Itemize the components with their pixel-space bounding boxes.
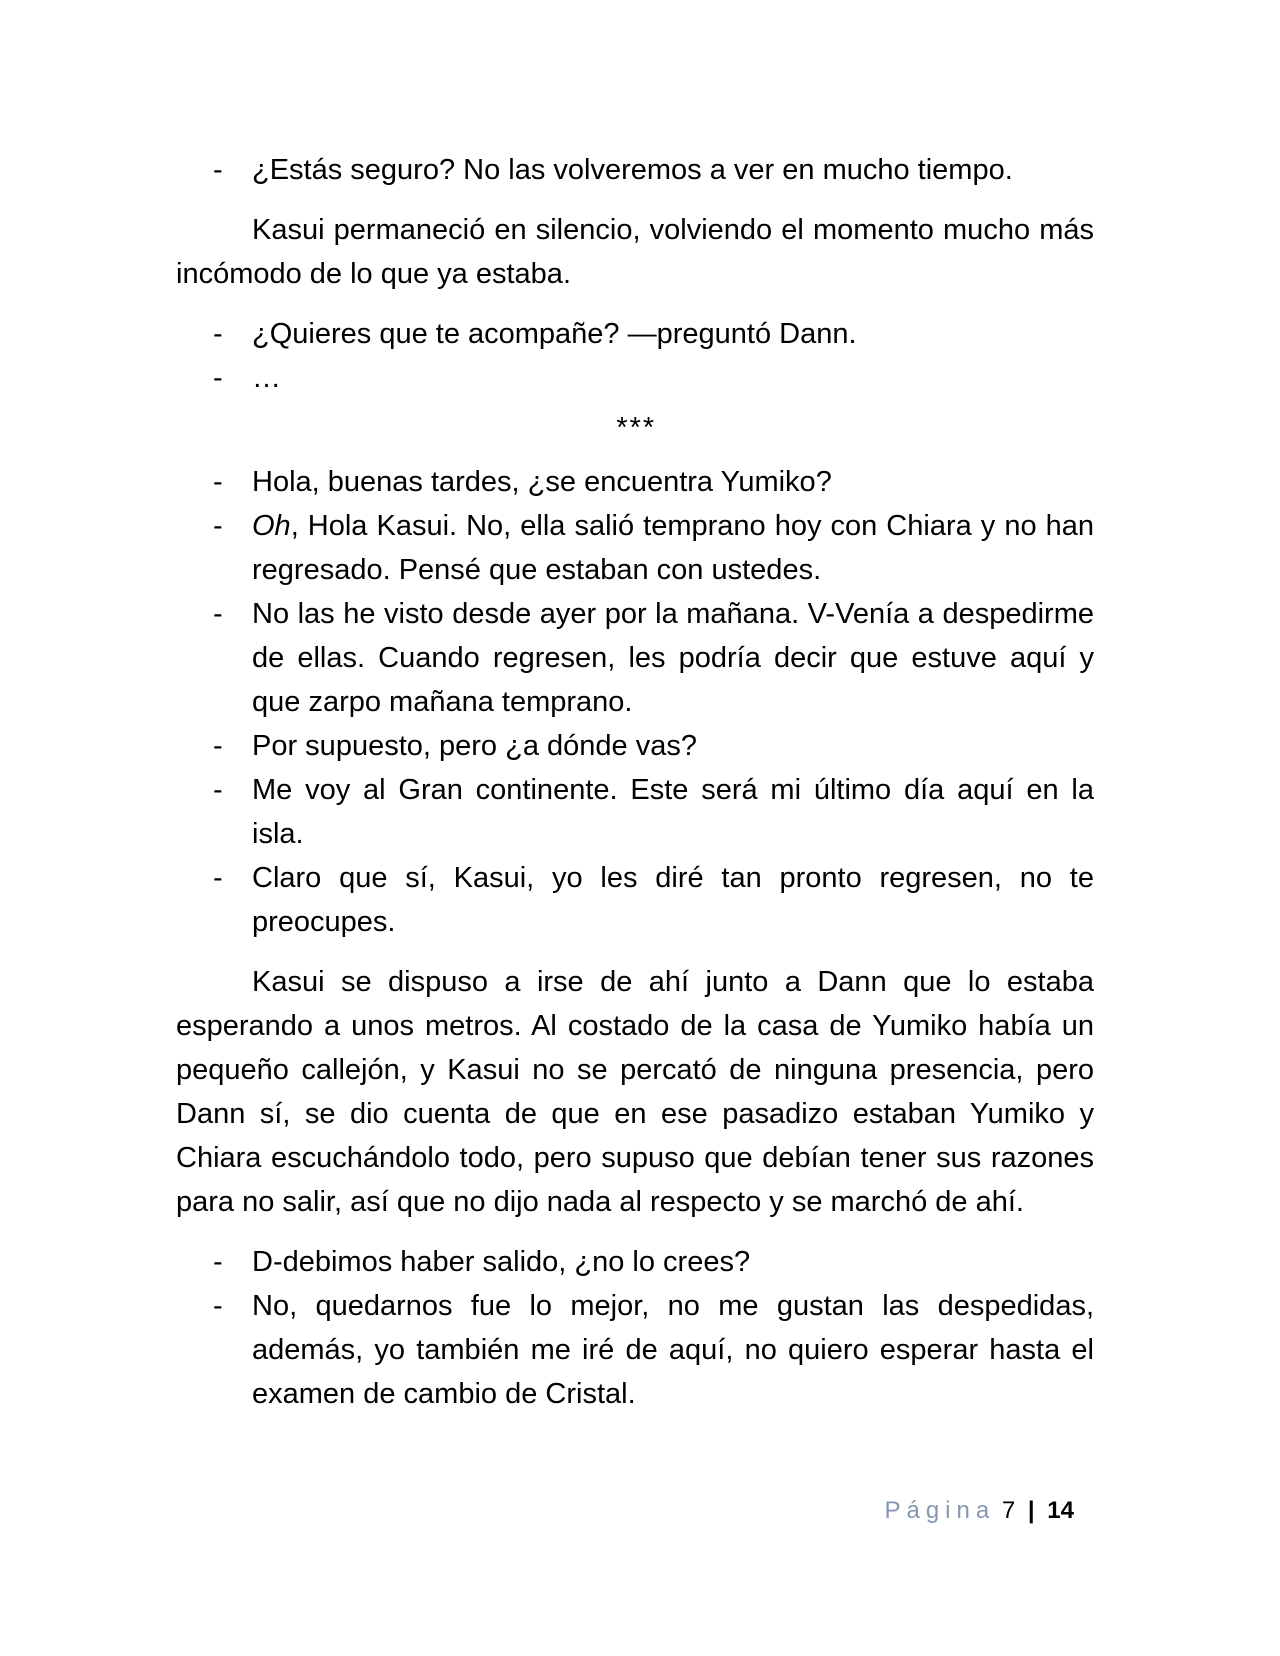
page-footer [0,1496,1074,1526]
dialogue-line [176,768,1094,856]
narrative-paragraph: Kasui permaneció en silencio, volviendo el momento mucho más incómodo de lo que ya estaba. [176,214,1094,290]
dialogue-dash: - [213,774,223,806]
dialogue-text: ¿Quieres que te acompañe? —preguntó Dann. [252,318,857,350]
dialogue-dash: - [213,318,223,350]
dialogue-line [176,1284,1094,1416]
dialogue-dash: - [213,1246,223,1278]
dialogue-line [176,504,1094,592]
dialogue-dash: - [213,730,223,762]
italic-interjection: Oh [252,510,291,542]
dialogue-text: Me voy al Gran continente. Este será mi último día aquí en la isla. [252,774,1094,850]
dialogue-dash: - [213,862,223,894]
scene-separator: *** [615,412,655,444]
dialogue-text: No las he visto desde ayer por la mañana. V-Venía a despedirme de ellas. Cuando regresen, les podría decir que estuve aquí y que zarpo mañana temprano. [252,598,1094,718]
dialogue-dash: - [213,466,223,498]
dialogue-dash: - [213,510,223,542]
page-label: Página [884,1497,996,1524]
dialogue-text: … [252,362,281,394]
dialogue-dash: - [213,362,223,394]
dialogue-text: Hola, buenas tardes, ¿se encuentra Yumiko? [252,466,832,498]
dialogue-line [176,1240,1094,1284]
dialogue-text: Claro que sí, Kasui, yo les diré tan pronto regresen, no te preocupes. [252,862,1094,938]
dialogue-text: D-debimos haber salido, ¿no lo crees? [252,1246,751,1278]
dialogue-dash: - [213,598,223,630]
dialogue-text: No, quedarnos fue lo mejor, no me gustan las despedidas, además, yo también me iré de aquí, no quiero esperar hasta el examen de cambio de Cristal. [252,1290,1094,1410]
dialogue-line [176,724,1094,768]
page-number: 7 [1001,1497,1016,1524]
page-separator: | [1027,1497,1035,1524]
dialogue-text [252,504,1094,592]
dialogue-line [176,460,1094,504]
dialogue-dash: - [213,1290,223,1322]
narrative-paragraph: Kasui se dispuso a irse de ahí junto a Dann que lo estaba esperando a unos metros. Al costado de la casa de Yumiko había un pequeño callejón, y Kasui no se percató de ninguna presencia, pero Dann sí, se dio cuenta de que en ese pasadizo estaban Yumiko y Chiara escuchándolo todo, pero supuso que debían tener sus razones para no salir, así que no dijo nada al respecto y se marchó de ahí. [176,966,1094,1218]
dialogue-line [176,856,1094,944]
dialogue-text-rest: , Hola Kasui. No, ella salió temprano hoy con Chiara y no han regresado. Pensé que estaban con ustedes. [252,510,1094,586]
dialogue-line [176,148,1094,192]
dialogue-text: ¿Estás seguro? No las volveremos a ver en mucho tiempo. [252,154,1013,186]
dialogue-line [176,356,1094,400]
dialogue-line [176,592,1094,724]
dialogue-line [176,312,1094,356]
page-total: 14 [1047,1497,1074,1524]
dialogue-text: Por supuesto, pero ¿a dónde vas? [252,730,697,762]
page-body [176,148,1094,1416]
dialogue-dash: - [213,154,223,186]
